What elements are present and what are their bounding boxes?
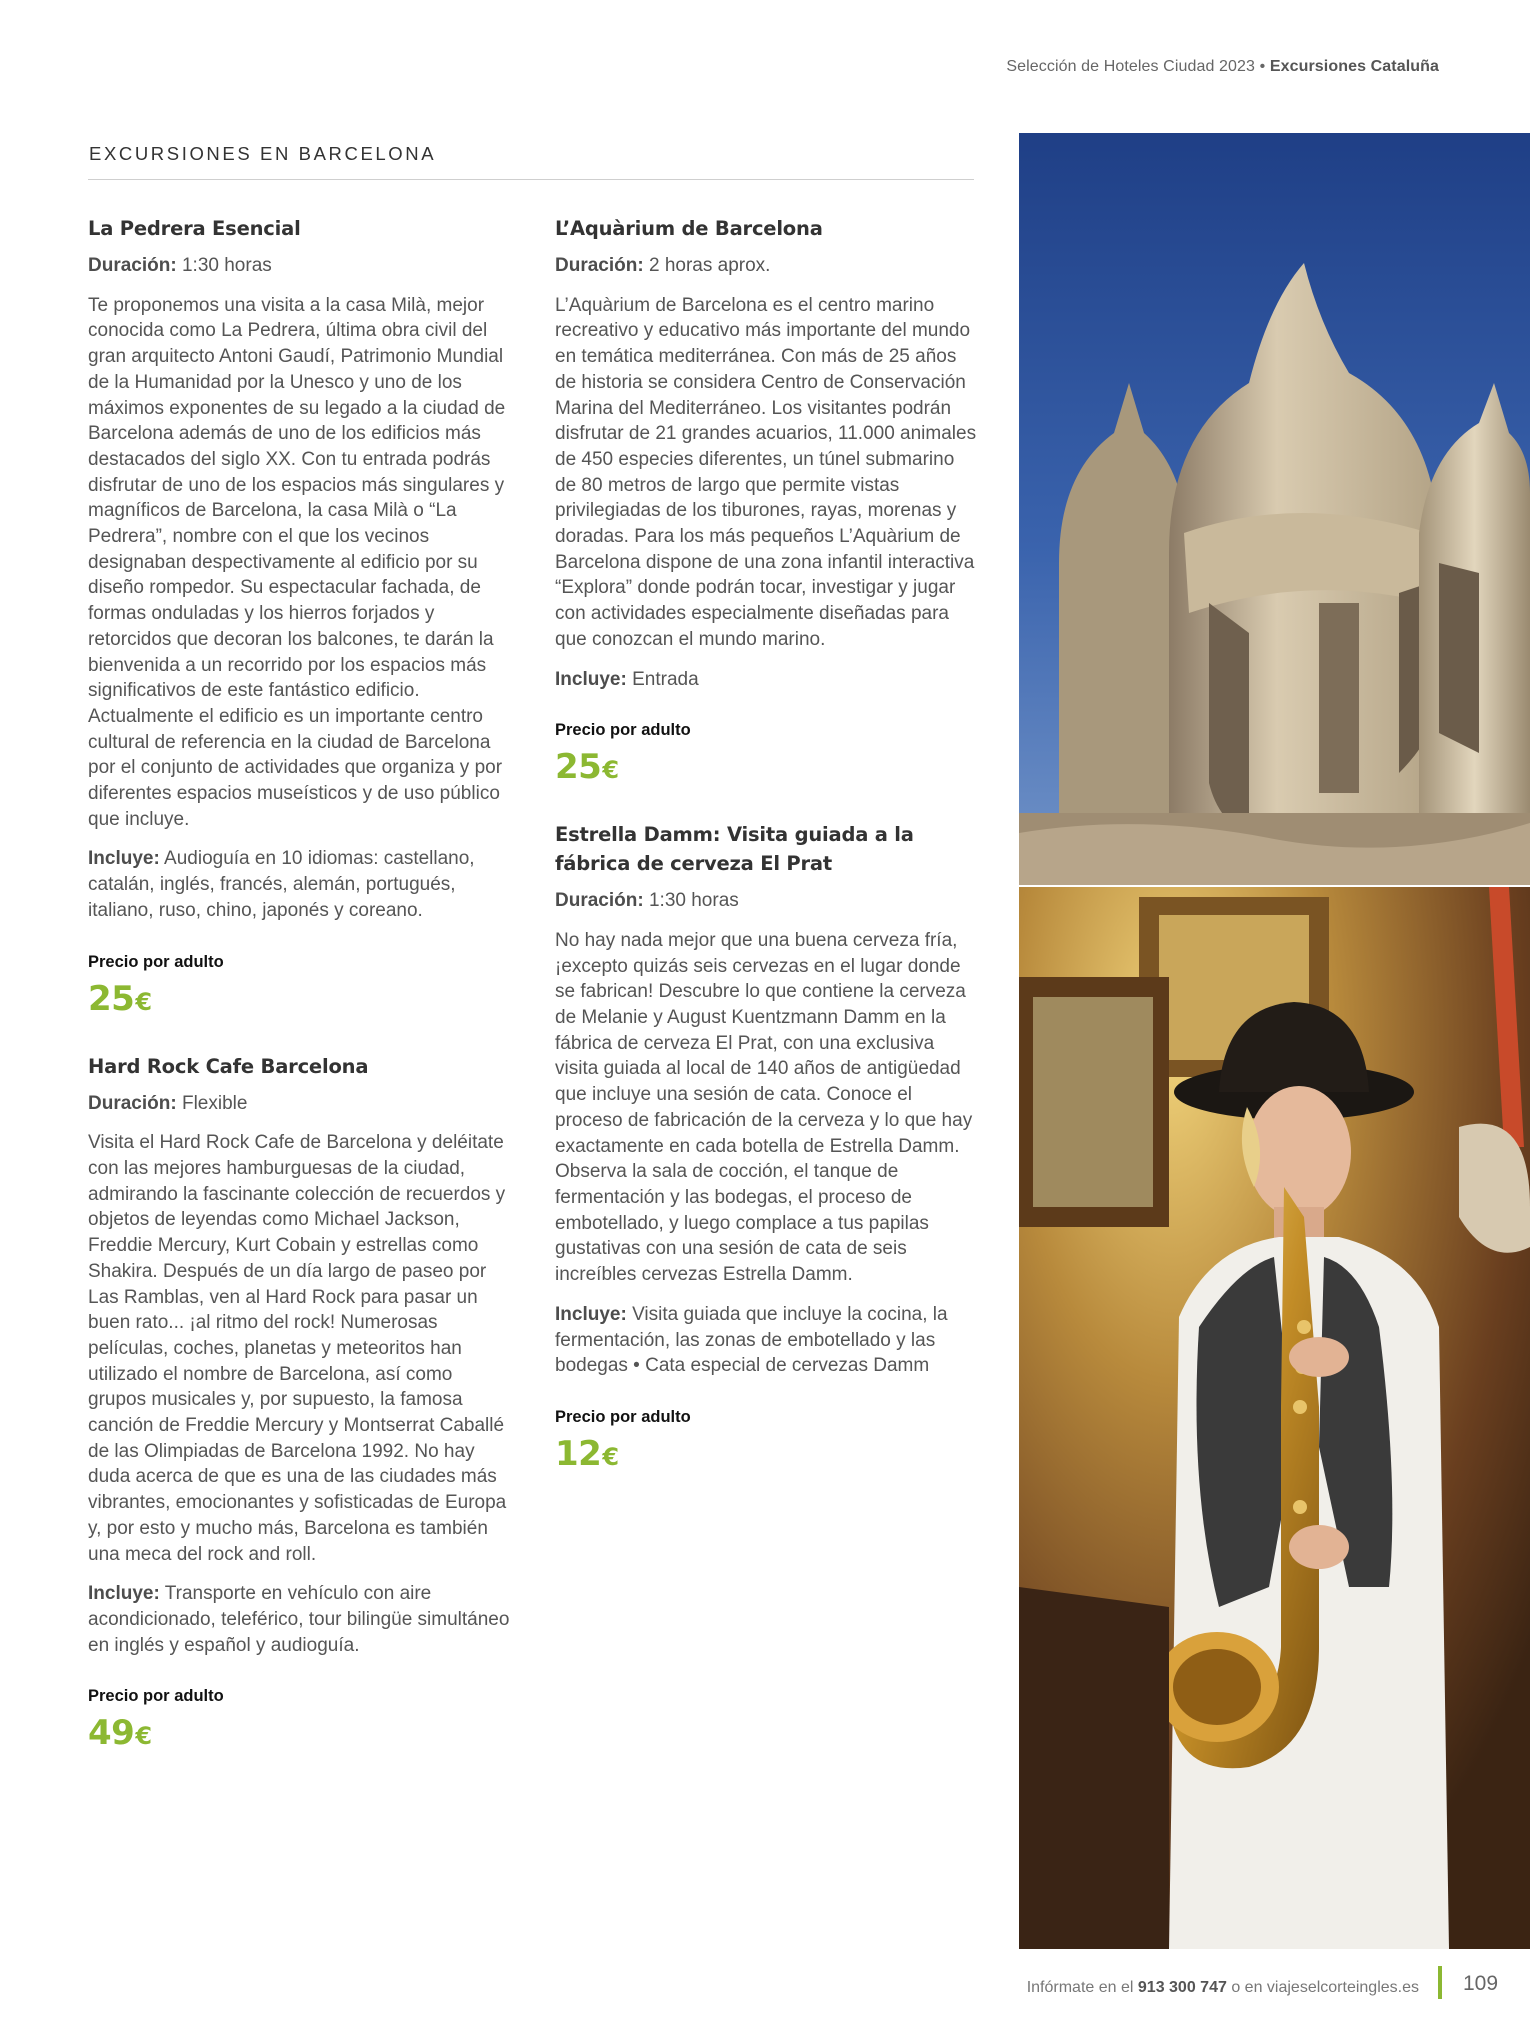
section-title: EXCURSIONES EN BARCELONA <box>89 143 437 164</box>
price-currency: € <box>602 1442 619 1471</box>
price-amount: 25 <box>88 978 135 1019</box>
excursion-duration <box>88 1091 513 1117</box>
duration-label: Duración: <box>555 255 644 276</box>
excursion-includes <box>88 846 513 923</box>
running-head-series: Selección de Hoteles Ciudad 2023 <box>1006 58 1256 75</box>
excursion-estrella-damm <box>555 820 980 1477</box>
photo-la-pedrera-chimneys <box>1019 133 1530 885</box>
price-label: Precio por adulto <box>555 721 691 740</box>
price <box>555 747 980 790</box>
price <box>555 1434 980 1477</box>
excursion-title: Estrella Damm: Visita guiada a la fábrica de cerveza El Prat <box>555 823 914 876</box>
includes-label: Incluye: <box>88 1583 160 1605</box>
footer-accent-bar <box>1438 1966 1442 1999</box>
duration-value: Flexible <box>181 1092 248 1114</box>
price-currency: € <box>602 756 619 785</box>
excursion-includes <box>88 1581 513 1658</box>
includes-value: Audioguía en 10 idiomas: castellano, catalán, inglés, francés, alemán, portugués, italiano, ruso, chino, japonés y coreano. <box>88 848 475 921</box>
page-number: 109 <box>1463 1972 1499 1995</box>
price <box>88 979 513 1022</box>
excursion-duration <box>555 253 980 279</box>
footer-prefix: Infórmate en el <box>1026 1979 1134 1996</box>
excursion-description: Visita el Hard Rock Cafe de Barcelona y deléitate con las mejores hamburguesas de la ciudad, admirando la fascinante colección de recuerdos y objetos de leyendas como Michael Jackson, Freddie Mercury, Kurt Cobain y estrellas como Shakira. Después de un día largo de paseo por Las Ramblas, ven al Hard Rock para pasar un buen rato... ¡al ritmo del rock! Numerosas películas, coches, planetas y meteoritos han utilizado el nombre de Barcelona, así como grupos musicales y, por supuesto, la famosa canción de Freddie Mercury y Montserrat Caballé de las Olimpiadas de Barcelona 1992. No hay duda acerca de que es una de las ciudades más vibrantes, emocionantes y sofisticadas de Europa y, por esto y mucho más, Barcelona es también una meca del rock and roll. <box>88 1132 507 1565</box>
excursion-aquarium <box>555 214 980 790</box>
photo-saxophone-player <box>1019 887 1530 1949</box>
excursion-includes <box>555 1302 980 1379</box>
price-label: Precio por adulto <box>555 1407 691 1426</box>
excursion-la-pedrera <box>88 214 513 1022</box>
right-column <box>555 214 980 1507</box>
excursion-includes <box>555 667 980 693</box>
excursion-description: Te proponemos una visita a la casa Milà, mejor conocida como La Pedrera, última obra civil del gran arquitecto Antoni Gaudí, Patrimonio Mundial de la Humanidad por la Unesco y uno de los máximos exponentes de su legado a la ciudad de Barcelona además de uno de los edificios más destacados del siglo XX. Con tu entrada podrás disfrutar de uno de los espacios más singulares y magníficos de Barcelona, la casa Milà o “La Pedrera”, nombre con el que los vecinos designaban despectivamente al edificio por su diseño rompedor. Su espectacular fachada, de formas onduladas y los hierros forjados y retorcidos que decoran los balcones, te darán la bienvenida a un recorrido por los espacios más significativos de este fantástico edificio. Actualmente el edificio es un importante centro cultural de referencia en la ciudad de Barcelona por el conjunto de actividades que organiza y por diferentes espacios museísticos y de uso público que incluye. <box>88 294 506 830</box>
includes-value: Visita guiada que incluye la cocina, la fermentación, las zonas de embotellado y las bodegas • Cata especial de cervezas Damm <box>555 1303 948 1377</box>
excursion-title: L’Aquàrium de Barcelona <box>555 217 823 240</box>
excursion-title: Hard Rock Cafe Barcelona <box>88 1054 369 1078</box>
price-amount: 49 <box>88 1713 135 1754</box>
duration-value: 1:30 horas <box>648 890 739 912</box>
excursion-hard-rock-cafe <box>88 1052 513 1757</box>
running-head-separator: • <box>1259 58 1266 75</box>
excursion-description: No hay nada mejor que una buena cerveza fría, ¡excepto quizás seis cervezas en el lugar donde se fabrican! Descubre lo que contiene la cerveza de Melanie y August Kuentzmann Damm en la fábrica de cerveza El Prat, con una exclusiva visita guiada al local de 140 años de antigüedad que incluye una sesión de cata. Conoce el proceso de fabricación de la cerveza y lo que hay exactamente en cada botella de Estrella Damm. Observa la sala de cocción, el tanque de fermentación y las bodegas, el proceso de embotellado, y luego complace a tus papilas gustativas con una sesión de cata de seis increíbles cervezas Estrella Damm. <box>555 929 973 1286</box>
excursion-title: La Pedrera Esencial <box>88 217 301 240</box>
duration-label: Duración: <box>88 1092 177 1114</box>
includes-label: Incluye: <box>555 1303 627 1325</box>
excursion-duration <box>88 253 513 279</box>
price-amount: 25 <box>555 747 602 788</box>
price-currency: € <box>135 987 152 1016</box>
running-head <box>1006 58 1439 76</box>
footer-phone[interactable]: 913 300 747 <box>1137 1979 1227 1996</box>
duration-label: Duración: <box>555 890 644 912</box>
footer-contact <box>1027 1979 1419 1997</box>
footer-website[interactable]: viajeselcorteingles.es <box>1266 1979 1419 1996</box>
includes-label: Incluye: <box>88 848 160 870</box>
price-currency: € <box>135 1722 152 1751</box>
duration-value: 1:30 horas <box>181 255 272 276</box>
left-column <box>88 214 513 1786</box>
price-amount: 12 <box>555 1433 602 1474</box>
footer-middle: o en <box>1231 1979 1263 1996</box>
excursion-duration <box>555 888 980 914</box>
duration-value: 2 horas aprox. <box>648 255 771 276</box>
section-divider <box>88 179 974 180</box>
duration-label: Duración: <box>88 255 177 276</box>
price-label: Precio por adulto <box>88 1687 224 1706</box>
includes-value: Transporte en vehículo con aire acondicionado, teleférico, tour bilingüe simultáneo en inglés y español y audioguía. <box>88 1583 510 1656</box>
excursion-description: L’Aquàrium de Barcelona es el centro marino recreativo y educativo más importante del mundo en temática mediterránea. Con más de 25 años de historia se considera Centro de Conservación Marina del Mediterráneo. Los visitantes podrán disfrutar de 21 grandes acuarios, 11.000 animales de 450 especies diferentes, un túnel submarino de 80 metros de largo que permite vistas privilegiadas de los tiburones, rayas, morenas y doradas. Para los más pequeños L’Aquàrium de Barcelona dispone de una zona infantil interactiva “Explora” donde podrán tocar, investigar y jugar con actividades especialmente diseñadas para que conozcan el mundo marino. <box>555 294 977 650</box>
includes-label: Incluye: <box>555 668 627 690</box>
price <box>88 1713 513 1756</box>
includes-value: Entrada <box>632 668 699 690</box>
running-head-section: Excursiones Cataluña <box>1269 58 1439 75</box>
price-label: Precio por adulto <box>88 952 224 971</box>
